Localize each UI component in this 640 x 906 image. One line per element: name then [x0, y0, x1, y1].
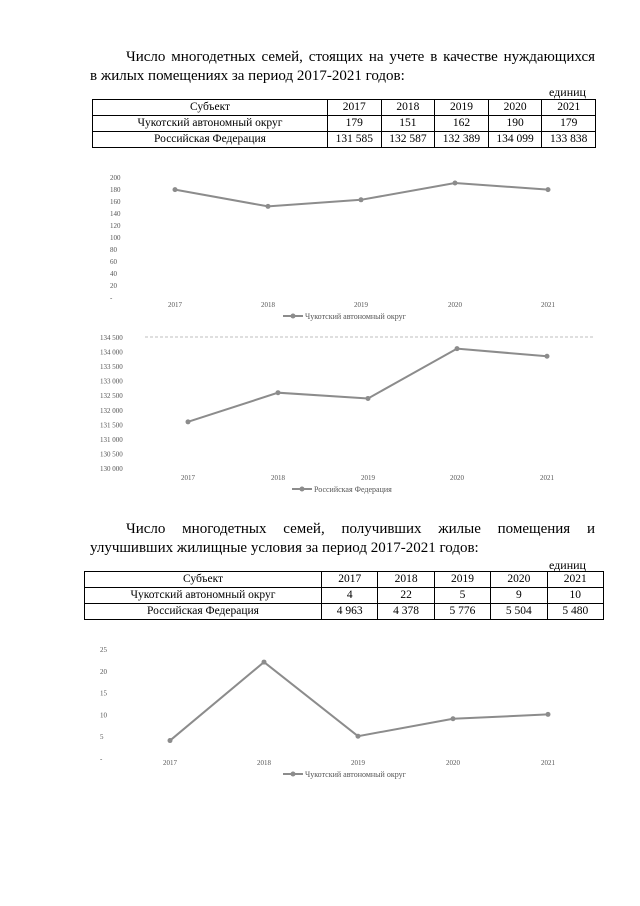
- section1-table: [92, 99, 596, 148]
- value-cell: 179: [328, 116, 382, 132]
- section2-table: [84, 571, 604, 620]
- series-line: [188, 349, 547, 422]
- table-row: [93, 116, 596, 132]
- table-row: [93, 132, 596, 148]
- y-tick-label: -: [110, 294, 113, 302]
- value-cell: 5 776: [434, 604, 490, 620]
- chart-chukotka-housed: [0, 640, 640, 780]
- row-subject-cell: Российская Федерация: [85, 604, 322, 620]
- x-tick-label: 2021: [540, 474, 554, 482]
- legend-marker: [291, 314, 296, 319]
- row-subject-cell: Российская Федерация: [93, 132, 328, 148]
- header-cell-subject: Субъект: [85, 572, 322, 588]
- header-cell-year: 2017: [328, 100, 382, 116]
- value-cell: 9: [491, 588, 547, 604]
- y-tick-label: 140: [110, 210, 121, 218]
- legend-label: Чукотский автономный округ: [305, 770, 406, 779]
- x-tick-label: 2021: [541, 759, 555, 767]
- x-tick-label: 2018: [261, 301, 275, 309]
- x-tick-label: 2020: [446, 759, 460, 767]
- section1-heading: [90, 48, 595, 86]
- y-tick-label: 20: [100, 667, 107, 676]
- header-cell-year: 2020: [491, 572, 547, 588]
- x-tick-label: 2019: [354, 301, 368, 309]
- data-point: [276, 390, 281, 395]
- value-cell: 5: [434, 588, 490, 604]
- x-tick-label: 2017: [163, 759, 177, 767]
- y-tick-label: 25: [100, 646, 107, 654]
- y-tick-label: 133 500: [100, 363, 123, 372]
- value-cell: 134 099: [488, 132, 542, 148]
- y-tick-label: 15: [100, 689, 107, 698]
- table-header-row: [85, 572, 604, 588]
- data-point: [173, 187, 178, 192]
- header-cell-year: 2019: [434, 572, 490, 588]
- y-tick-label: 133 000: [100, 377, 123, 386]
- chart-chukotka-registered: [0, 165, 640, 325]
- section1-heading-line1: Число многодетных семей, стоящих на учете в качестве нуждающихся: [126, 49, 595, 65]
- y-tick-label: 130 000: [100, 465, 123, 473]
- section1-heading-line2: в жилых помещениях за период 2017-2021 годов:: [90, 68, 405, 84]
- y-tick-label: 160: [110, 198, 121, 206]
- y-tick-label: 10: [100, 711, 107, 720]
- value-cell: 131 585: [328, 132, 382, 148]
- value-cell: 10: [547, 588, 603, 604]
- legend-label: Российская Федерация: [314, 485, 392, 494]
- series-line: [170, 662, 548, 740]
- x-tick-label: 2019: [361, 474, 375, 482]
- data-point: [366, 396, 371, 401]
- y-tick-label: 180: [110, 186, 121, 194]
- legend-label: Чукотский автономный округ: [305, 312, 406, 321]
- legend-marker: [300, 487, 305, 492]
- data-point: [545, 354, 550, 359]
- row-subject-cell: Чукотский автономный округ: [85, 588, 322, 604]
- header-cell-year: 2021: [547, 572, 603, 588]
- y-tick-label: 40: [110, 270, 117, 278]
- section2-heading-line1: Число многодетных семей, получивших жилые помещения и: [126, 521, 595, 537]
- data-point: [266, 204, 271, 209]
- x-tick-label: 2019: [351, 759, 365, 767]
- y-tick-label: 200: [110, 174, 121, 182]
- data-point: [451, 716, 456, 721]
- data-point: [262, 660, 267, 665]
- value-cell: 132 587: [381, 132, 435, 148]
- table-row: [85, 604, 604, 620]
- header-cell-year: 2021: [542, 100, 596, 116]
- y-tick-label: 134 500: [100, 334, 123, 342]
- x-tick-label: 2018: [257, 759, 271, 767]
- value-cell: 179: [542, 116, 596, 132]
- header-cell-year: 2017: [322, 572, 378, 588]
- header-cell-year: 2018: [378, 572, 434, 588]
- data-point: [168, 738, 173, 743]
- data-point: [186, 419, 191, 424]
- y-tick-label: 132 000: [100, 406, 123, 415]
- value-cell: 4 963: [322, 604, 378, 620]
- data-point: [359, 197, 364, 202]
- header-cell-subject: Субъект: [93, 100, 328, 116]
- value-cell: 132 389: [435, 132, 489, 148]
- data-point: [546, 187, 551, 192]
- data-point: [356, 734, 361, 739]
- section2-heading: [90, 520, 595, 558]
- data-point: [455, 346, 460, 351]
- y-tick-label: 5: [100, 733, 104, 742]
- value-cell: 133 838: [542, 132, 596, 148]
- x-tick-label: 2020: [450, 474, 464, 482]
- header-cell-year: 2020: [488, 100, 542, 116]
- y-tick-label: 80: [110, 246, 117, 254]
- data-point: [546, 712, 551, 717]
- y-tick-label: -: [100, 755, 103, 763]
- value-cell: 162: [435, 116, 489, 132]
- y-tick-label: 120: [110, 222, 121, 230]
- x-tick-label: 2017: [181, 474, 195, 482]
- y-tick-label: 130 500: [100, 450, 123, 459]
- y-tick-label: 131 500: [100, 421, 123, 430]
- table-row: [85, 588, 604, 604]
- legend-marker: [291, 772, 296, 777]
- data-point: [453, 181, 458, 186]
- value-cell: 5 504: [491, 604, 547, 620]
- section1-unit-label: единиц: [549, 85, 586, 99]
- x-tick-label: 2018: [271, 474, 285, 482]
- y-tick-label: 132 500: [100, 392, 123, 401]
- header-cell-year: 2018: [381, 100, 435, 116]
- value-cell: 4 378: [378, 604, 434, 620]
- y-tick-label: 131 000: [100, 435, 123, 444]
- table-header-row: [93, 100, 596, 116]
- value-cell: 5 480: [547, 604, 603, 620]
- value-cell: 22: [378, 588, 434, 604]
- series-line: [175, 183, 548, 206]
- value-cell: 151: [381, 116, 435, 132]
- x-tick-label: 2017: [168, 301, 182, 309]
- section2-heading-line2: улучшивших жилищные условия за период 2017-2021 годов:: [90, 540, 479, 556]
- x-tick-label: 2020: [448, 301, 462, 309]
- y-tick-label: 20: [110, 282, 117, 290]
- value-cell: 4: [322, 588, 378, 604]
- row-subject-cell: Чукотский автономный округ: [93, 116, 328, 132]
- chart-russia-registered: [0, 330, 640, 498]
- y-tick-label: 100: [110, 234, 121, 242]
- x-tick-label: 2021: [541, 301, 555, 309]
- y-tick-label: 60: [110, 258, 117, 266]
- header-cell-year: 2019: [435, 100, 489, 116]
- value-cell: 190: [488, 116, 542, 132]
- y-tick-label: 134 000: [100, 348, 123, 357]
- section2-unit-label: единиц: [549, 558, 586, 572]
